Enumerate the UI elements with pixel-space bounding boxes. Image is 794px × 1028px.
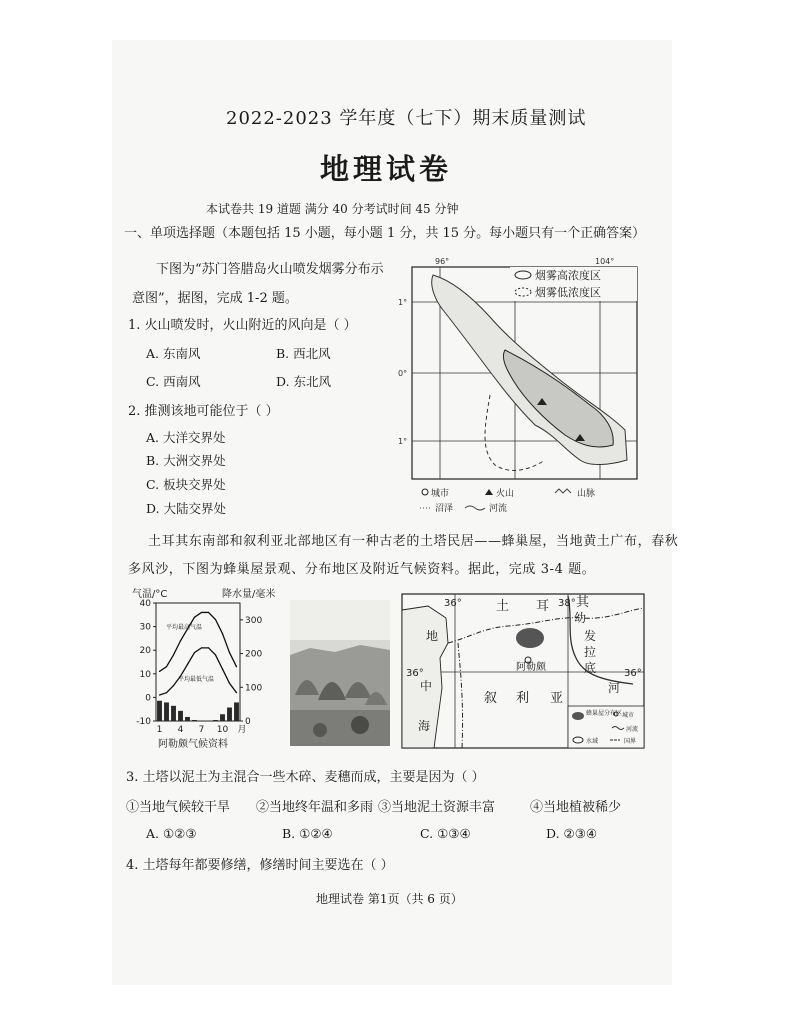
precipitation-bar: [185, 717, 190, 721]
lon-label-104: 104°: [595, 257, 615, 266]
label-you: 幼: [574, 611, 587, 625]
x-tick-label: 月: [237, 725, 247, 735]
temp-point: [208, 612, 209, 613]
q1-option-d: D. 东北风: [276, 374, 332, 389]
label-di: 地: [426, 629, 439, 643]
temp-point: [222, 633, 223, 634]
legend-volcano: 火山: [496, 489, 515, 499]
subject-title: 地理试卷: [320, 152, 453, 186]
precipitation-bar: [178, 711, 183, 721]
precipitation-bar: [227, 708, 232, 721]
exam-info: 本试卷共 19 道题 满分 40 分考试时间 45 分钟: [206, 202, 459, 216]
series-label-min: 平均最低气温: [178, 676, 215, 683]
sumatra-smoke-map: [395, 255, 655, 515]
label-er: 耳: [536, 599, 550, 614]
q3-option-b: B. ①②④: [282, 826, 333, 841]
x-tick-label: 7: [198, 725, 205, 735]
legend-swamp: 沼泽: [435, 504, 454, 514]
legend-high-smoke: 烟雾高浓度区: [535, 269, 601, 282]
section-heading: 一、单项选择题（本题包括 15 小题，每小题 1 分，共 15 分。每小题只有一个正确答案）: [124, 226, 646, 241]
temp-point: [173, 685, 174, 686]
label-hai: 海: [418, 719, 431, 733]
volcano-legend-icon: [485, 489, 493, 495]
left-tick-label: 0: [145, 693, 151, 704]
q4-stem: 4. 土塔每年都要修缮，修缮时间主要选在（ ）: [126, 858, 394, 873]
label-fa: 发: [584, 629, 597, 643]
chart-caption: 阿勒颇气候资料: [158, 739, 228, 750]
temp-point: [229, 683, 230, 684]
left-tick-label: 40: [139, 599, 151, 609]
q3-statement-3: ③当地泥土资源丰富: [378, 800, 496, 815]
legend-water: 水域: [586, 738, 599, 745]
legend-beehive: 蜂巢屋分布区: [586, 710, 623, 717]
q2-option-c: C. 板块交界处: [146, 477, 226, 492]
q3-stem: 3. 土塔以泥土为主混合一些木碎、麦穗而成，主要是因为（ ）: [126, 770, 485, 785]
q2-option-b: B. 大洲交界处: [146, 453, 226, 468]
group1-intro-line2: 意图”，据图，完成 1-2 题。: [132, 291, 298, 306]
q3-option-a: A. ①②③: [146, 826, 197, 841]
aleppo-climate-chart: [126, 585, 286, 753]
temp-point: [159, 671, 160, 672]
temp-point: [222, 668, 223, 669]
left-tick-label: 10: [139, 669, 151, 680]
q3-statement-1: ①当地气候较干旱: [126, 800, 231, 815]
city-legend-icon: [422, 489, 428, 495]
lat-label-36-right: 36°: [624, 668, 642, 679]
legend-city: 城市: [431, 489, 450, 499]
legend-river2: 河流: [626, 726, 639, 733]
label-ya: 亚: [550, 691, 564, 706]
precipitation-bar: [220, 714, 225, 721]
label-dii: 底: [584, 661, 597, 675]
beehive-area: [516, 628, 544, 648]
temp-point: [180, 640, 181, 641]
group2-intro-line2: 多风沙，下图为蜂巢屋景观、分布地区及附近气候资料。据此，完成 3-4 题。: [128, 562, 596, 577]
precipitation-bar: [171, 706, 176, 721]
left-tick-label: 30: [139, 622, 151, 633]
q1-option-b: B. 西北风: [276, 346, 331, 361]
min-temp-line: [160, 648, 237, 695]
lon-label-36: 36°: [444, 598, 462, 609]
q3-statement-2: ②当地终年温和多雨: [256, 800, 374, 815]
temp-point: [159, 694, 160, 695]
x-tick-label: 10: [216, 725, 229, 735]
q1-option-a: A. 东南风: [146, 346, 201, 361]
series-label-max: 平均最高气温: [166, 624, 203, 631]
temp-point: [236, 692, 237, 693]
temp-point: [215, 619, 216, 620]
temp-point: [187, 664, 188, 665]
beehive-dome: [313, 723, 327, 737]
group1-intro-line1: 下图为“苏门答腊岛火山喷发烟雾分布示: [156, 262, 384, 277]
lat-label-36-left: 36°: [406, 668, 424, 679]
beehive-legend-icon: [572, 712, 584, 720]
q1-option-c: C. 西南风: [146, 374, 201, 389]
y-left-axis-label: 气温/°C: [132, 589, 168, 600]
label-zhong: 中: [420, 679, 433, 693]
legend-city2: 城市: [622, 712, 635, 719]
page-footer: 地理试卷 第1页（共 6 页）: [316, 892, 463, 906]
lon-label-96: 96°: [435, 257, 450, 266]
temp-point: [215, 654, 216, 655]
legend-river: 河流: [489, 504, 508, 514]
label-la: 拉: [584, 645, 597, 659]
precipitation-bar: [192, 720, 197, 721]
left-tick-label: -10: [136, 717, 151, 727]
temp-point: [236, 666, 237, 667]
temp-point: [194, 652, 195, 653]
precipitation-bar: [213, 720, 218, 721]
lon-label-38: 38°: [558, 598, 576, 609]
x-tick-label: 4: [177, 725, 184, 735]
label-aleppo: 阿勒颇: [516, 662, 546, 673]
legend-border: 国界: [624, 738, 637, 745]
precipitation-bar: [234, 702, 239, 721]
q2-option-a: A. 大洋交界处: [146, 430, 226, 445]
precipitation-bar: [157, 701, 162, 721]
legend-low-smoke: 烟雾低浓度区: [535, 286, 601, 299]
temp-point: [166, 666, 167, 667]
temp-point: [194, 617, 195, 618]
label-he: 河: [608, 681, 621, 695]
temp-point: [173, 654, 174, 655]
max-temp-line: [160, 612, 237, 671]
label-qi: 其: [576, 595, 590, 610]
x-tick-label: 1: [156, 725, 163, 735]
temp-point: [208, 647, 209, 648]
label-tu: 土: [496, 599, 510, 614]
q3-statement-4: ④当地植被稀少: [530, 800, 622, 815]
lat-label-1s: 1°: [398, 437, 408, 446]
lat-label-1n: 1°: [398, 298, 408, 307]
beehive-distribution-map: [398, 588, 650, 752]
left-tick-label: 20: [139, 646, 151, 657]
river-legend-icon: [465, 506, 485, 510]
q2-stem: 2. 推测该地可能位于（ ）: [128, 404, 279, 419]
beehive-dome: [351, 716, 369, 734]
right-tick-label: 100: [245, 683, 263, 694]
q3-option-c: C. ①③④: [420, 826, 471, 841]
mountain-legend-icon: [555, 489, 571, 493]
q1-stem: 1. 火山喷发时，火山附近的风向是（ ）: [128, 318, 357, 333]
temp-point: [201, 612, 202, 613]
right-tick-label: 300: [245, 615, 263, 626]
q2-option-d: D. 大陆交界处: [146, 501, 227, 516]
precipitation-bar: [164, 702, 169, 721]
right-tick-label: 200: [245, 649, 263, 660]
beehive-house-photo: [290, 600, 390, 746]
exam-title: 2022-2023 学年度（七下）期末质量测试: [226, 108, 587, 129]
q3-option-d: D. ②③④: [546, 826, 598, 841]
temp-point: [229, 652, 230, 653]
label-xu: 叙: [484, 691, 498, 706]
right-tick-label: 0: [245, 717, 251, 727]
legend-mountain: 山脉: [577, 489, 596, 499]
lat-label-0: 0°: [398, 369, 408, 378]
y-right-axis-label: 降水量/毫米: [222, 589, 276, 600]
temp-point: [201, 647, 202, 648]
label-li: 利: [516, 691, 530, 706]
group2-intro-line1: 土耳其东南部和叙利亚北部地区有一种古老的土塔民居——蜂巢屋，当地黄土广布，春秋: [148, 534, 679, 549]
temp-point: [166, 692, 167, 693]
